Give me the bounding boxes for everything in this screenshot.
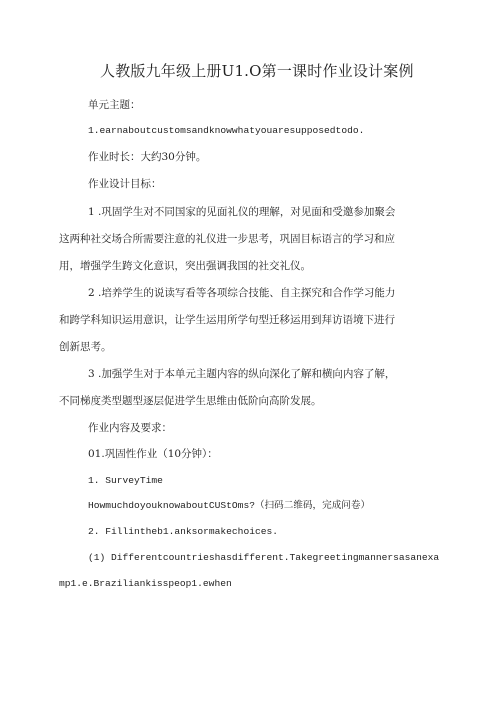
- goal-1-line-3: 用，增强学生跨文化意识，突出强调我国的社交礼仪。: [59, 260, 311, 272]
- unit-theme-label: 单元主题：: [88, 99, 141, 111]
- goal-2-line-1: 2 .培养学生的说读写看等各项综合技能、自主探究和合作学习能力: [88, 287, 396, 299]
- goal-2-line-3: 创新思考。: [59, 341, 112, 353]
- homework-duration: 作业时长：大约30分钟。: [88, 151, 207, 163]
- item-2-question-1-line-1: (1) Differentcountrieshasdifferent.Takegreetingmannersasanexa: [88, 552, 440, 563]
- goal-1-line-1: 1 .巩固学生对不同国家的见面礼仪的理解，对见面和受邀参加聚会: [88, 206, 396, 218]
- item-2-question-1-line-2: mp1.e.Braziliankisspeop1.ewhen: [59, 578, 232, 589]
- goal-3-line-1: 3 .加强学生对于本单元主题内容的纵向深化了解和横向内容了解，: [88, 368, 396, 380]
- item-2-title: 2. Fillintheb1.anksormakechoices.: [88, 526, 278, 537]
- goal-1-line-2: 这两种社交场合所需要注意的礼仪进一步思考，巩固目标语言的学习和应: [59, 233, 395, 245]
- section-01-heading: 01.巩固性作业（10分钟）：: [88, 448, 218, 460]
- document-title: 人教版九年级上册U1.O第一课时作业设计案例: [100, 62, 414, 80]
- unit-theme-text: 1.earnaboutcustomsandknowwhatyouaresupposedtodo.: [88, 125, 365, 136]
- goal-3-line-2: 不同梯度类型题型逐层促进学生思维由低阶向高阶发展。: [59, 395, 322, 407]
- item-1-text: HowmuchdoyouknowaboutCUStOms?（扫码二维码，完成问卷）: [88, 500, 371, 511]
- goals-label: 作业设计目标：: [88, 178, 162, 190]
- content-label: 作业内容及要求：: [88, 422, 172, 434]
- item-1-title: 1. SurveyTime: [88, 475, 163, 486]
- goal-2-line-2: 和跨学科知识运用意识，让学生运用所学句型迁移运用到拜访语境下进行: [59, 314, 395, 326]
